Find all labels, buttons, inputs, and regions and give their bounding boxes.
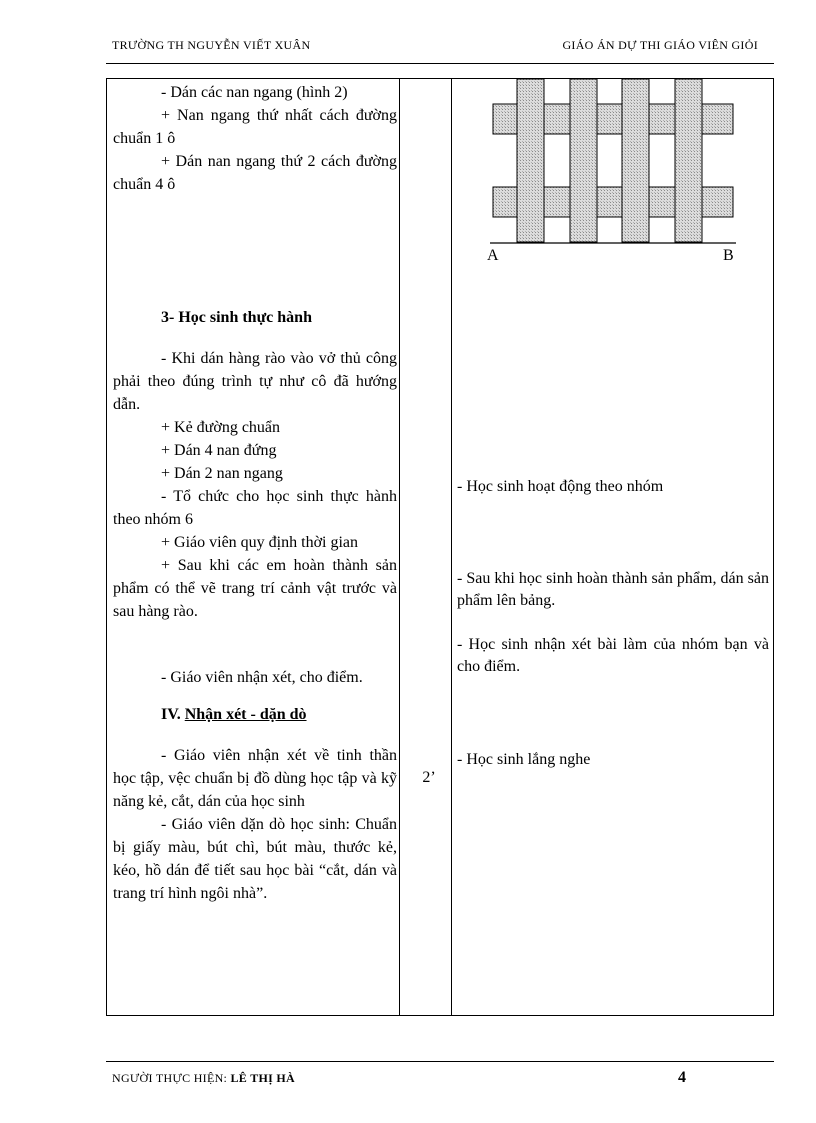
footer-rule <box>106 1061 774 1062</box>
fence-picket <box>517 79 544 242</box>
student-text: - Học sinh hoạt động theo nhóm <box>457 478 664 495</box>
step-text: - Giáo viên dặn dò học sinh: Chuẩn bị giấy màu, bút chì, bút màu, thước kẻ, kéo, hồ dán để tiết sau học bài “cắt, dán và trang trí hình ngôi nhà”. <box>113 816 397 902</box>
step-text: + Giáo viên quy định thời gian <box>161 534 359 551</box>
heading-title: Nhận xét - dặn dò <box>184 706 307 723</box>
step-text: - Giáo viên nhận xét, cho điểm. <box>161 669 363 686</box>
step-text: + Sau khi các em hoàn thành sản phẩm có thể vẽ trang trí cảnh vật trước và sau hàng rào. <box>113 557 397 620</box>
student-text: - Học sinh nhận xét bài làm của nhóm bạn và cho điểm. <box>457 636 769 675</box>
page-header <box>112 38 772 58</box>
column-divider-2 <box>451 79 452 1015</box>
step-text: - Giáo viên nhận xét về tinh thần học tập, vệc chuẩn bị đồ dùng học tập và kỹ năng kẻ, cắt, dán của học sinh <box>113 747 397 810</box>
student-activity <box>457 568 769 612</box>
student-activity <box>457 476 769 498</box>
section-heading-practice: 3- Học sinh thực hành <box>161 309 312 326</box>
fence-picket <box>675 79 702 242</box>
step-text: + Dán 2 nan ngang <box>161 465 283 482</box>
step-text: + Nan ngang thứ nhất cách đường chuẩn 1 ô <box>113 107 397 147</box>
document-title: GIÁO ÁN DỰ THI GIÁO VIÊN GIỎI <box>562 38 758 52</box>
school-name: TRƯỜNG TH NGUYỄN VIẾT XUÂN <box>112 38 311 52</box>
student-activity <box>457 634 769 678</box>
student-activity <box>457 749 769 771</box>
time-cell: 2’ <box>422 769 436 786</box>
fence-diagram <box>490 79 740 247</box>
author-label: NGƯỜI THỰC HIỆN: <box>112 1071 231 1085</box>
fence-picket <box>622 79 649 242</box>
step-text: + Dán nan ngang thứ 2 cách đường chuẩn 4 ô <box>113 153 397 193</box>
fence-picket <box>570 79 597 242</box>
teacher-activities-column <box>113 81 397 905</box>
step-text: + Kẻ đường chuẩn <box>161 419 281 436</box>
page-footer <box>112 1071 772 1086</box>
step-text: + Dán 4 nan đứng <box>161 442 277 459</box>
step-text: - Tổ chức cho học sinh thực hành theo nhóm 6 <box>113 488 397 528</box>
section-heading-review <box>113 703 397 726</box>
lesson-table <box>106 78 774 1016</box>
column-divider-1 <box>399 79 400 1015</box>
student-text: - Sau khi học sinh hoàn thành sản phẩm, dán sản phẩm lên bảng. <box>457 570 769 609</box>
heading-number: IV. <box>161 706 185 723</box>
student-text: - Học sinh lắng nghe <box>457 751 591 768</box>
page-number: 4 <box>678 1069 686 1086</box>
header-rule <box>106 63 774 64</box>
point-label-b: B <box>723 247 734 264</box>
point-label-a: A <box>487 247 499 264</box>
author-name: LÊ THỊ HÀ <box>230 1071 295 1085</box>
step-text: - Khi dán hàng rào vào vở thủ công phải theo đúng trình tự như cô đã hướng dẫn. <box>113 350 397 413</box>
step-text: - Dán các nan ngang (hình 2) <box>161 84 348 101</box>
